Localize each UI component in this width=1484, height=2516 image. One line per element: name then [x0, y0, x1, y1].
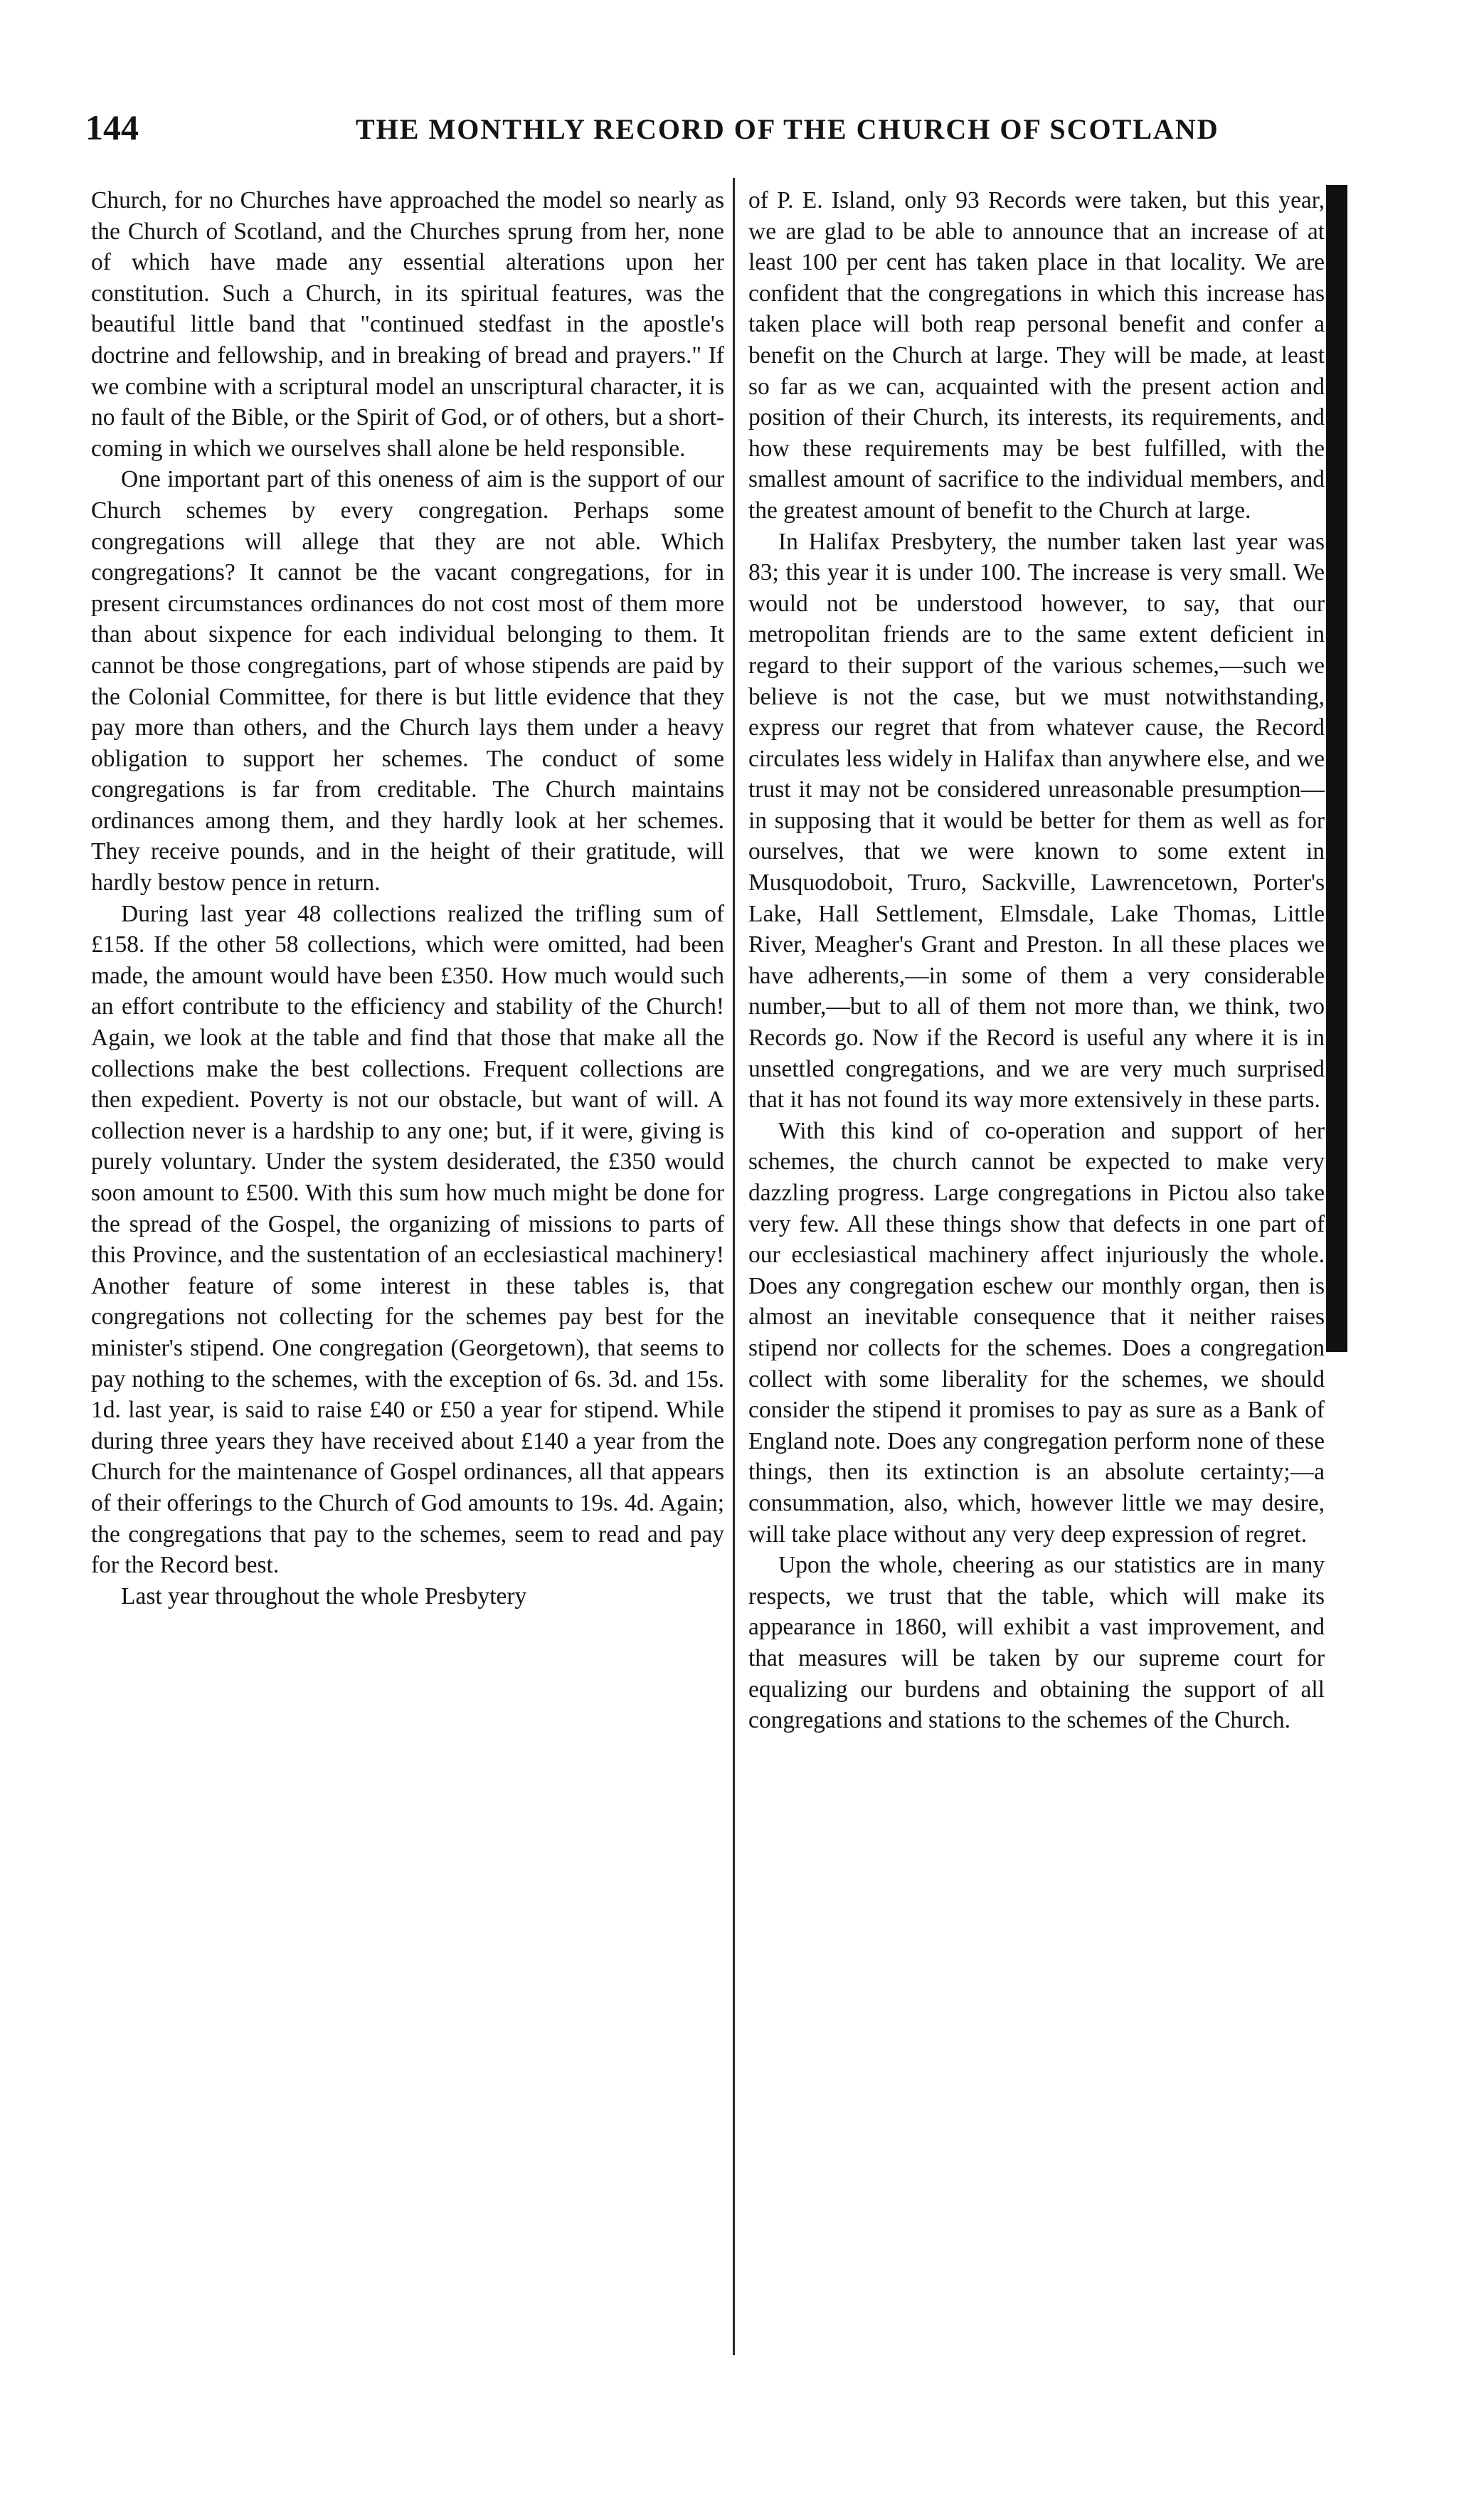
page-header — [85, 107, 1219, 157]
column-divider — [733, 178, 735, 2355]
paragraph: With this kind of co-operation and support of her schemes, the church cannot be expected to make very dazzling progress. Large congregations in Pictou also take very few. All these things show that defects in one part of our ecclesiastical machinery affect injuriously the whole. Does any congregation eschew our monthly organ, then is almost an inevitable consequence that it neither raises stipend nor collects for the schemes. Does a congregation collect with some liberality for the schemes, we should consider the stipend it promises to pay as sure as a Bank of England note. Does any congregation perform none of these things, then its extinction is an absolute certainty;—a consummation, also, which, however little we may desire, will take place without any very deep expression of regret. — [748, 1117, 1325, 1548]
running-title: THE MONTHLY RECORD OF THE CHURCH OF SCOTLAND — [356, 113, 1219, 145]
paragraph: Church, for no Churches have approached the model so nearly as the Church of Scotland, and the Churches sprung from her, none of which have made any essential alterations upon her constitution. Such a Church, in its spiritual features, was the beautiful little band that "continued stedfast in the apostle's doctrine and fellowship, and in breaking of bread and prayers." If we combine with a scriptural model an unscriptural character, it is no fault of the Bible, or the Spirit of God, or of others, but a short-coming in which we ourselves shall alone be held responsible. — [91, 187, 724, 462]
page-number: 144 — [85, 107, 139, 147]
paragraph: Last year throughout the whole Presbytery — [121, 1582, 527, 1610]
paragraph: of P. E. Island, only 93 Records were taken, but this year, we are glad to be able to announce that an increase of at least 100 per cent has taken place in that locality. We are confident that the congregations in which this increase has taken place will both reap personal benefit and confer a benefit on the Church at large. They will be made, at least so far as we can, acquainted with the present action and position of their Church, its interests, its requirements, and how these requirements may be best fulfilled, with the smallest amount of sacrifice to the individual members, and the greatest amount of benefit to the Church at large. — [748, 187, 1325, 524]
right-column — [748, 185, 1325, 1736]
left-column — [91, 185, 724, 1612]
paragraph: Upon the whole, cheering as our statistics are in many respects, we trust that the table, which will make its appearance in 1860, will exhibit a vast improvement, and that measures will be taken by our supreme court for equalizing our burdens and obtaining the support of all congregations and stations to the schemes of the Church. — [748, 1552, 1325, 1734]
paragraph: One important part of this oneness of aim is the support of our Church schemes by every congregation. Perhaps some congregations will allege that they are not able. Which congregations? It cannot be the vacant congregations, for in present circumstances ordinances do not cost most of them more than about sixpence for each individual belonging to them. It cannot be those congregations, part of whose stipends are paid by the Colonial Committee, for there is but little evidence that they pay more than others, and the Church lays them under a heavy obligation to support her schemes. The conduct of some congregations is far from creditable. The Church maintains ordinances among them, and they hardly look at her schemes. They receive pounds, and in the height of their gratitude, will hardly bestow pence in return. — [91, 466, 724, 897]
paragraph: In Halifax Presbytery, the number taken last year was 83; this year it is under 100. The increase is very small. We would not be understood however, to say, that our metropolitan friends are to the same extent deficient in regard to their support of the various schemes,—such we believe is not the case, but we must notwithstanding, express our regret that from whatever cause, the Record circulates less widely in Halifax than anywhere else, and we trust it may not be considered unreasonable presumption—in supposing that it would be better for them as well as for ourselves, that we were known to some extent in Musquodoboit, Truro, Sackville, Lawrencetown, Porter's Lake, Hall Settlement, Elmsdale, Lake Thomas, Little River, Meagher's Grant and Preston. In all these places we have adherents,—in some of them a very considerable number,—but to all of them not more than, we think, two Records go. Now if the Record is useful any where it is in unsettled congregations, and we are very much surprised that it has not found its way more extensively in these parts. — [748, 528, 1325, 1114]
binding-edge-shadow — [1326, 185, 1347, 1352]
paragraph: During last year 48 collections realized the trifling sum of £158. If the other 58 collections, which were omitted, had been made, the amount would have been £350. How much would such an effort contribute to the efficiency and stability of the Church! Again, we look at the table and find that those that make all the collections make the best collections. Frequent collections are then expedient. Poverty is not our obstacle, but want of will. A collection never is a hardship to any one; but, if it were, giving is purely voluntary. Under the system desiderated, the £350 would soon amount to £500. With this sum how much might be done for the spread of the Gospel, the organizing of missions to parts of this Province, and the sustentation of an ecclesiastical machinery! Another feature of some interest in these tables is, that congregations not collecting for the schemes pay best for the minister's stipend. One congregation (Georgetown), that seems to pay nothing to the schemes, with the exception of 6s. 3d. and 15s. 1d. last year, is said to raise £40 or £50 a year for stipend. While during three years they have received about £140 a year from the Church for the maintenance of Gospel ordinances, all that appears of their offerings to the Church of God amounts to 19s. 4d. Again; the congregations that pay to the schemes, seem to read and pay for the Record best. — [91, 900, 724, 1579]
